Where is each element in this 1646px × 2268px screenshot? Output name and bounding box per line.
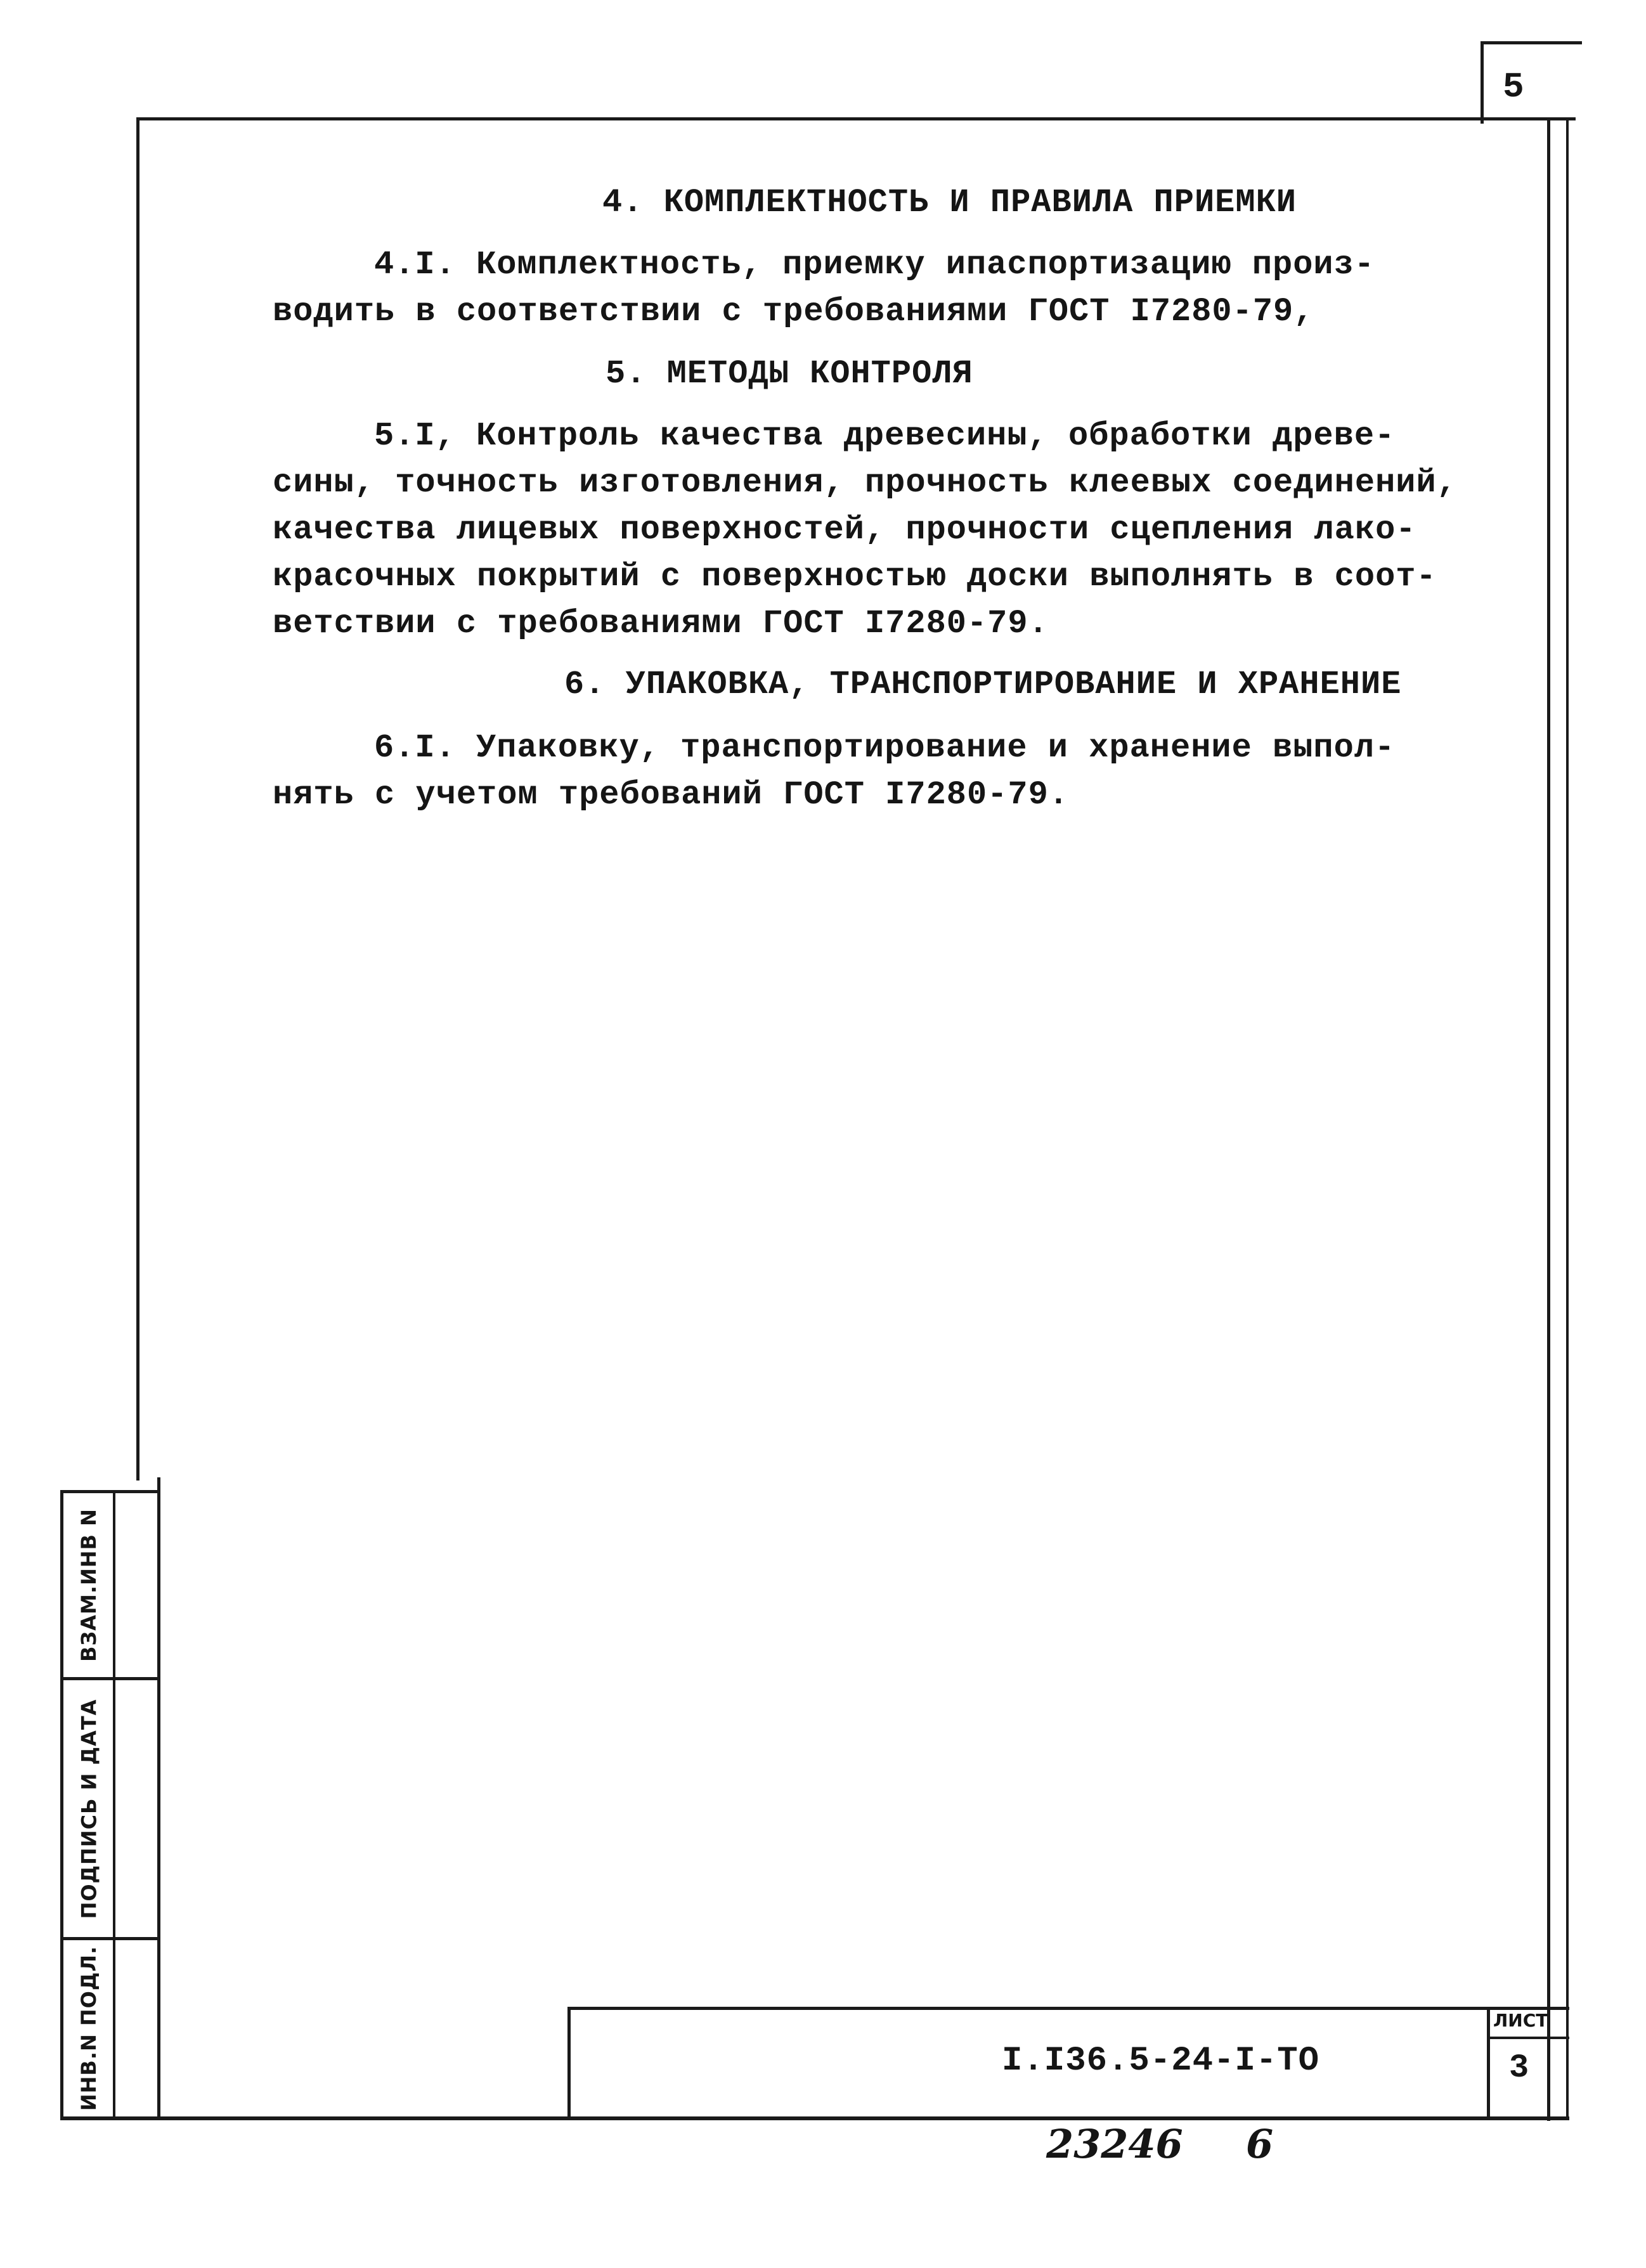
title-block-sheet-divider	[1487, 2007, 1490, 2120]
stamp-label-original-inventory: ИНВ.N ПОДЛ.	[77, 1945, 101, 2111]
document-code: I.I36.5-24-I-ТО	[1002, 2042, 1320, 2080]
frame-left-lower	[157, 1477, 160, 2119]
page-number: 5	[1503, 67, 1524, 107]
section-5-line: 5.I, Контроль качества древесины, обработки древе-	[374, 417, 1396, 455]
frame-left	[136, 117, 139, 1481]
frame-right	[1547, 117, 1550, 2121]
section-5-line: ветствии с требованиями ГОСТ I7280-79.	[273, 605, 1049, 642]
page-number-box-top	[1481, 41, 1582, 44]
section-6-line: нять с учетом требований ГОСТ I7280-79.	[273, 776, 1069, 813]
handwritten-copy-number: 6	[1246, 2121, 1274, 2167]
title-block-top	[567, 2007, 1569, 2010]
title-block-left	[567, 2007, 571, 2120]
section-4-heading: 4. КОМПЛЕКТНОСТЬ И ПРАВИЛА ПРИЕМКИ	[602, 184, 1297, 221]
section-5-line: красочных покрытий с поверхностью доски выполнять в соот-	[273, 558, 1437, 595]
handwritten-inventory-number: 23246	[1046, 2121, 1183, 2167]
section-5-line: качества лицевых поверхностей, прочности сцепления лако-	[273, 511, 1416, 548]
stamp-label-replacement-inventory: ВЗАМ.ИНВ N	[77, 1508, 101, 1662]
section-4-line: водить в соответствии с требованиями ГОСТ I7280-79,	[273, 293, 1314, 330]
section-6-line: 6.I. Упаковку, транспортирование и хранение выпол-	[374, 729, 1396, 767]
section-6-heading: 6. УПАКОВКА, ТРАНСПОРТИРОВАНИЕ И ХРАНЕНИЕ	[564, 666, 1402, 703]
section-5-line: сины, точность изготовления, прочность клеевых соединений,	[273, 464, 1457, 502]
sheet-label: ЛИСТ	[1493, 2010, 1548, 2031]
section-5-heading: 5. МЕТОДЫ КОНТРОЛЯ	[606, 355, 973, 392]
stamp-outer-left	[60, 1490, 63, 2120]
frame-bottom	[60, 2116, 1569, 2120]
frame-top	[136, 117, 1576, 120]
stamp-label-signature-date: ПОДПИСЬ И ДАТА	[77, 1699, 101, 1919]
page-number-box-left	[1481, 41, 1484, 124]
sheet-number: 3	[1509, 2049, 1529, 2087]
section-4-line: 4.I. Комплектность, приемку ипаспортизацию произ-	[374, 246, 1375, 283]
frame-right-outer	[1566, 120, 1569, 2118]
title-block-sheet-label-line	[1487, 2037, 1569, 2039]
stamp-divider-vertical	[113, 1490, 115, 2120]
